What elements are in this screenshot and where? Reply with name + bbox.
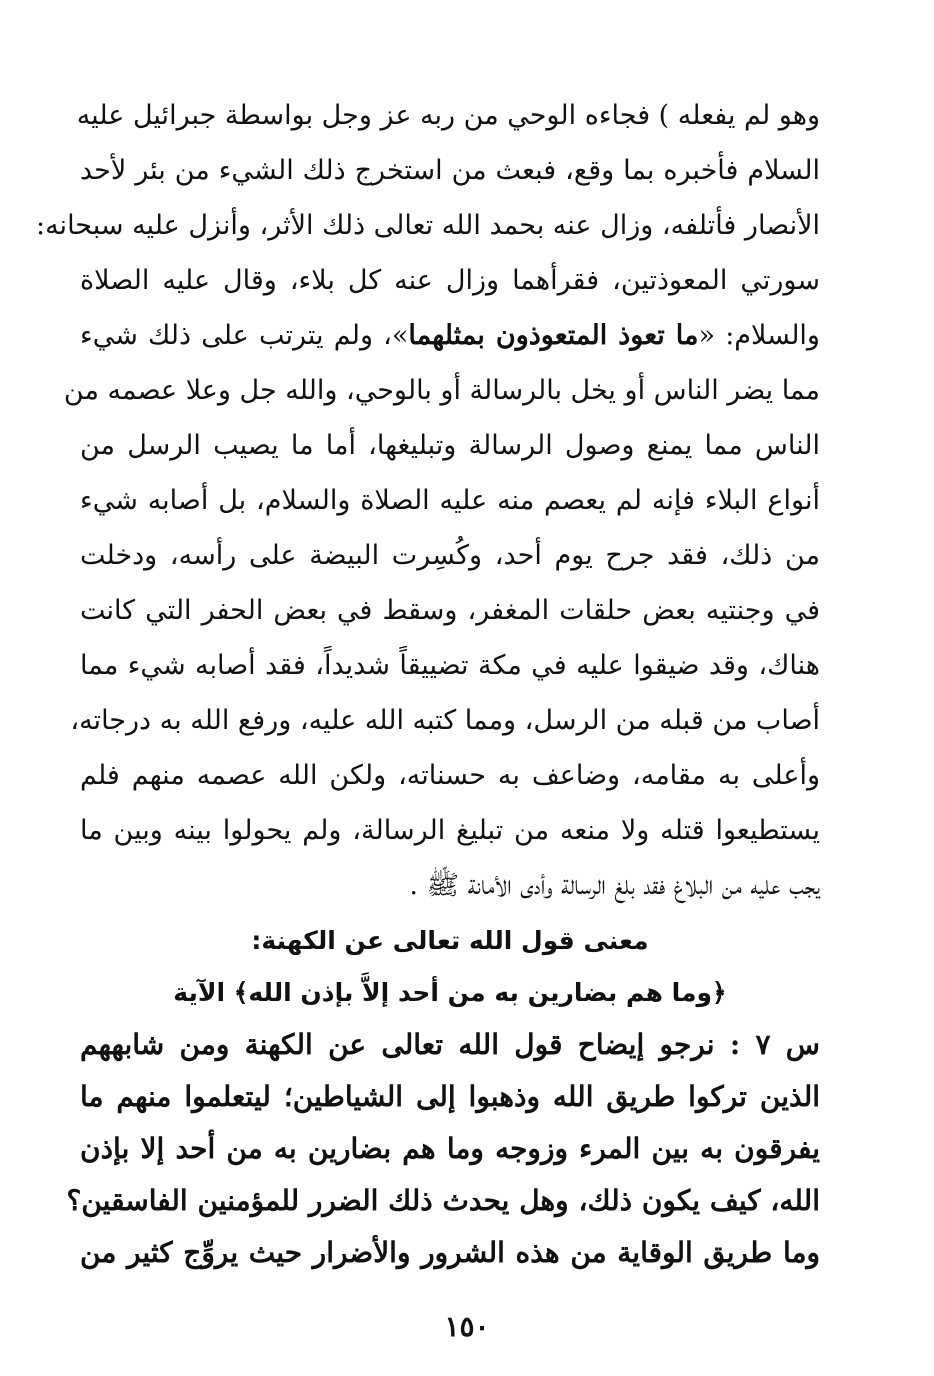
body-line: في وجنتيه بعض حلقات المغفر، وسقط في بعض الحفر التي كانت <box>80 595 820 626</box>
body-line: أنواع البلاء فإنه لم يعصم منه عليه الصلاة والسلام، بل أصابه شيء <box>80 485 820 516</box>
body-line: يجب عليه من البلاغ فقد بلغ الرسالة وأدى الأمانة ﷺ . <box>409 870 820 901</box>
body-line: الأنصار فأتلفه، وزال عنه بحمد الله تعالى ذلك الأثر، وأنزل عليه سبحانه: <box>35 210 820 241</box>
question-line: وما طريق الوقاية من هذه الشرور والأضرار حيث يروِّج كثير من <box>80 1236 820 1269</box>
body-line: مما يضر الناس أو يخل بالرسالة أو بالوحي، والله جل وعلا عصمه من <box>63 375 820 406</box>
body-line: وأعلى به مقامه، وضاعف به حسناته، ولكن الله عصمه منهم فلم <box>80 760 820 791</box>
verse-heading: ﴿وما هم بضارين به من أحد إلاَّ بإذن الله﴾ الآية <box>173 978 727 1007</box>
question-line: الله، كيف يكون ذلك، وهل يحدث ذلك الضرر للمؤمنين الفاسقين؟ <box>66 1184 820 1217</box>
body-line: وهو لم يفعله ) فجاءه الوحي من ربه عز وجل بواسطة جبرائيل عليه <box>76 100 820 131</box>
question-line: يفرقون به بين المرء وزوجه وما هم بضارين به من أحد إلا بإذن <box>80 1132 820 1165</box>
body-line: سورتي المعوذتين، فقرأهما وزال عنه كل بلاء، وقال عليه الصلاة <box>80 265 820 296</box>
question-line: الذين تركوا طريق الله وذهبوا إلى الشياطين؛ ليتعلموا منهم ما <box>80 1080 820 1113</box>
hadith-suffix: »، ولم يترتب على ذلك شيء <box>80 320 409 351</box>
body-line: من ذلك، فقد جرح يوم أحد، وكُسِرت البيضة على رأسه، ودخلت <box>80 540 820 571</box>
body-line: السلام فأخبره بما وقع، فبعث من استخرج ذلك الشيء من بئر لأحد <box>80 155 820 186</box>
hadith-prefix: والسلام: « <box>698 320 820 351</box>
body-line: يستطيعوا قتله ولا منعه من تبليغ الرسالة، ولم يحولوا بينه وبين ما <box>80 815 820 846</box>
page-content <box>35 88 820 1279</box>
body-line: أصاب من قبله من الرسل، ومما كتبه الله عليه، ورفع الله به درجاته، <box>70 705 820 736</box>
body-line: هناك، وقد ضيقوا عليه في مكة تضييقاً شديداً، فقد أصابه شيء مما <box>80 650 820 681</box>
body-line: الناس مما يمنع وصول الرسالة وتبليغها، أما ما يصيب الرسل من <box>80 430 820 461</box>
body-line-with-hadith <box>80 308 820 363</box>
hadith-quote: ما تعوذ المتعوذون بمثلهما <box>408 320 699 351</box>
question-line: س ٧ : نرجو إيضاح قول الله تعالى عن الكهنة ومن شابههم <box>80 1028 820 1061</box>
section-heading: معنى قول الله تعالى عن الكهنة: <box>251 926 649 955</box>
page-number: ١٥٠ <box>444 1310 490 1343</box>
